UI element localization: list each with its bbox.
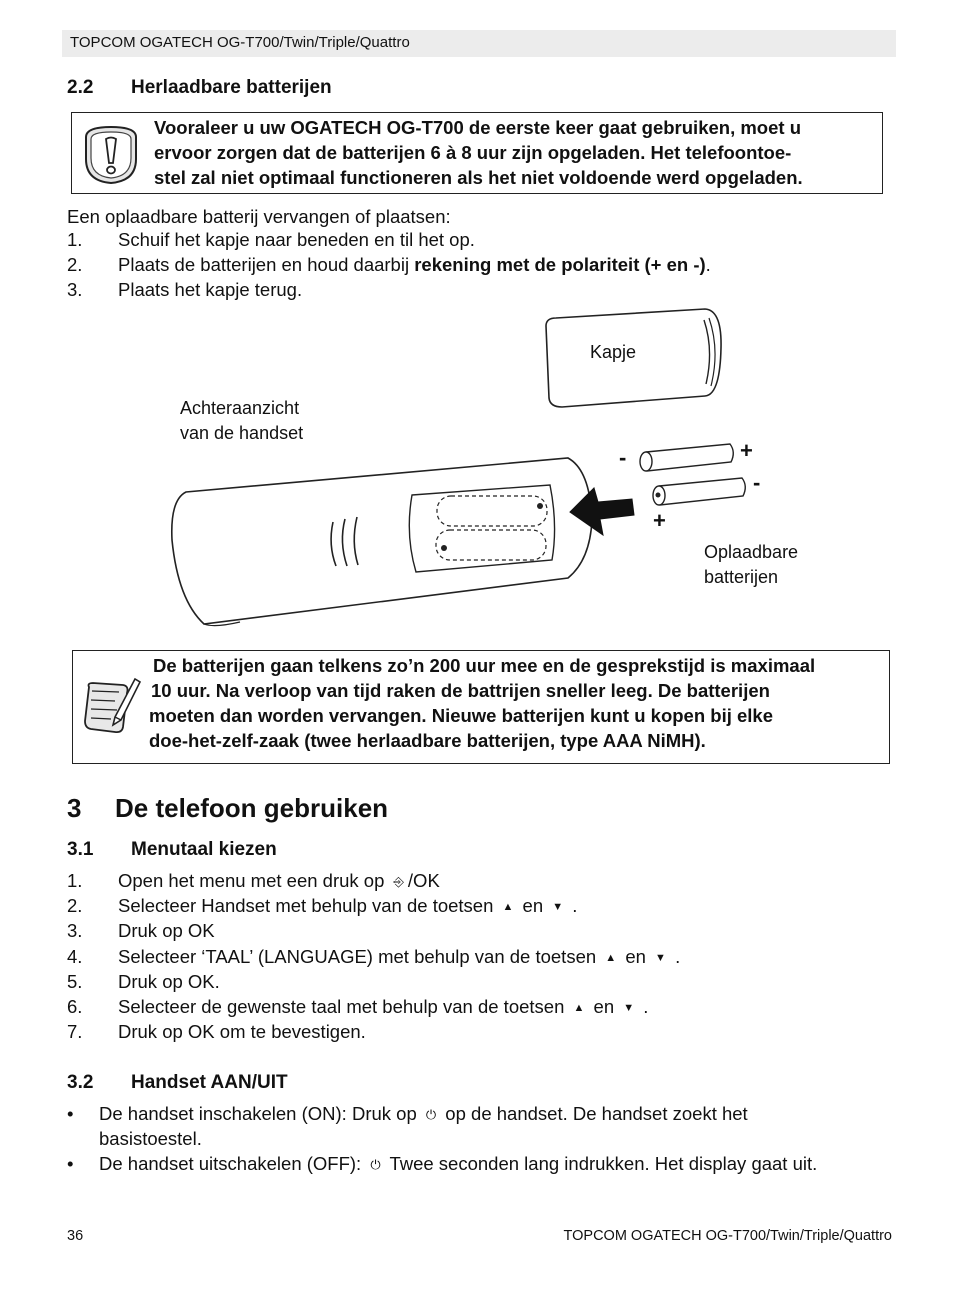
item-number: 2. — [67, 254, 83, 275]
section-number: 2.2 — [67, 77, 94, 98]
up-arrow-icon: ▲ — [573, 1002, 585, 1014]
exclamation-shield-icon — [78, 123, 144, 187]
warning-line: ervoor zorgen dat de batterijen 6 à 8 uur zijn opgeladen. Het telefoontoe- — [154, 142, 792, 163]
page-number: 36 — [67, 1228, 84, 1244]
item-text: Selecteer Handset met behulp van de toetsen — [118, 895, 499, 916]
down-arrow-icon: ▼ — [655, 952, 666, 964]
item-text: en — [517, 895, 549, 916]
section-number: 3.1 — [67, 839, 94, 860]
power-key-icon: ⏻ — [425, 1107, 437, 1122]
item-text: De handset uitschakelen (OFF): — [99, 1153, 367, 1174]
running-header: TOPCOM OGATECH OG-T700/Twin/Triple/Quattro — [70, 34, 410, 51]
note-line: moeten dan worden vervangen. Nieuwe batterijen kunt u kopen bij elke — [149, 705, 773, 726]
item-text: De handset inschakelen (ON): Druk op — [99, 1103, 422, 1124]
power-bullets — [67, 1103, 907, 1179]
plus-sign: + — [653, 508, 666, 533]
item-text: en — [588, 996, 620, 1017]
power-key-icon: ⏻ — [370, 1157, 381, 1172]
down-arrow-icon: ▼ — [623, 1002, 635, 1014]
item-number: 1. — [67, 229, 83, 250]
item-text: Plaats het kapje terug. — [118, 279, 303, 300]
cover-label: Kapje — [590, 342, 637, 362]
item-text: Druk op OK. — [118, 971, 220, 992]
item-text-end: . — [705, 254, 711, 275]
warning-box — [71, 112, 883, 194]
warning-line: Vooraleer u uw OGATECH OG-T700 de eerste keer gaat gebruiken, moet u — [154, 117, 801, 138]
bullet-mark: • — [67, 1103, 74, 1124]
item-emphasis: rekening met de polariteit (+ en -) — [414, 254, 706, 275]
chapter-number: 3 — [67, 793, 82, 823]
note-line: De batterijen gaan telkens zo’n 200 uur mee en de gesprekstijd is maximaal — [153, 655, 816, 676]
item-text: Druk op OK — [118, 920, 215, 941]
item-number: 4. — [67, 946, 83, 967]
item-text: basistoestel. — [99, 1128, 202, 1149]
handset-illustration — [0, 300, 954, 640]
menu-key-icon: ⎆ — [393, 874, 404, 889]
up-arrow-icon: ▲ — [605, 952, 617, 964]
section-heading-3-1 — [67, 839, 567, 863]
item-number: 2. — [67, 895, 83, 916]
minus-sign: - — [619, 445, 627, 470]
back-view-label-line1: Achteraanzicht — [180, 398, 300, 418]
item-number: 1. — [67, 870, 83, 891]
warning-line: stel zal niet optimaal functioneren als het niet voldoende werd opgeladen. — [154, 167, 803, 188]
item-text: Twee seconden lang indrukken. Het display gaat uit. — [384, 1153, 818, 1174]
item-text: op de handset. De handset zoekt het — [440, 1103, 748, 1124]
down-arrow-icon: ▼ — [552, 901, 564, 913]
item-number: 7. — [67, 1021, 83, 1042]
item-text: Selecteer de gewenste taal met behulp van de toetsen — [118, 996, 570, 1017]
item-text: Open het menu met een druk op — [118, 870, 390, 891]
item-text-end: . — [567, 895, 578, 916]
note-box — [72, 650, 890, 764]
note-line: 10 uur. Na verloop van tijd raken de battrijen sneller leeg. De batterijen — [151, 680, 770, 701]
minus-sign: - — [753, 470, 761, 495]
item-text: Schuif het kapje naar beneden en til het op. — [118, 229, 475, 250]
item-number: 3. — [67, 279, 83, 300]
chapter-title: De telefoon gebruiken — [115, 793, 389, 823]
item-text: en — [620, 946, 652, 967]
note-line: doe-het-zelf-zaak (twee herlaadbare batterijen, type AAA NiMH). — [149, 730, 706, 751]
item-text: Selecteer ‘TAAL’ (LANGUAGE) met behulp van de toetsen — [118, 946, 602, 967]
battery-label-line1: Oplaadbare — [704, 542, 799, 562]
running-footer: TOPCOM OGATECH OG-T700/Twin/Triple/Quattro — [563, 1228, 892, 1244]
battery-label-line2: batterijen — [704, 567, 779, 587]
battery-diagram — [0, 300, 954, 640]
item-text-end: . — [669, 946, 681, 967]
section-title: Menutaal kiezen — [131, 839, 277, 860]
item-text-end: . — [638, 996, 649, 1017]
section-title: Herlaadbare batterijen — [131, 77, 332, 98]
section-heading-2-2 — [67, 77, 567, 101]
item-text-end: /OK — [407, 870, 440, 891]
item-text: Plaats de batterijen en houd daarbij — [118, 254, 415, 275]
item-number: 5. — [67, 971, 83, 992]
section-heading-3-2 — [67, 1072, 567, 1096]
section-number: 3.2 — [67, 1072, 94, 1093]
section-title: Handset AAN/UIT — [131, 1072, 288, 1093]
menu-language-steps — [67, 870, 907, 1046]
bullet-mark: • — [67, 1153, 74, 1174]
back-view-label-line2: van de handset — [180, 423, 304, 443]
up-arrow-icon: ▲ — [502, 901, 514, 913]
item-text: Druk op OK om te bevestigen. — [118, 1021, 366, 1042]
plus-sign: + — [740, 438, 753, 463]
note-pencil-icon — [79, 673, 141, 739]
chapter-heading-3 — [67, 793, 567, 825]
battery-steps-list — [67, 229, 867, 305]
intro-text: Een oplaadbare batterij vervangen of plaatsen: — [67, 206, 451, 227]
item-number: 6. — [67, 996, 83, 1017]
item-number: 3. — [67, 920, 83, 941]
